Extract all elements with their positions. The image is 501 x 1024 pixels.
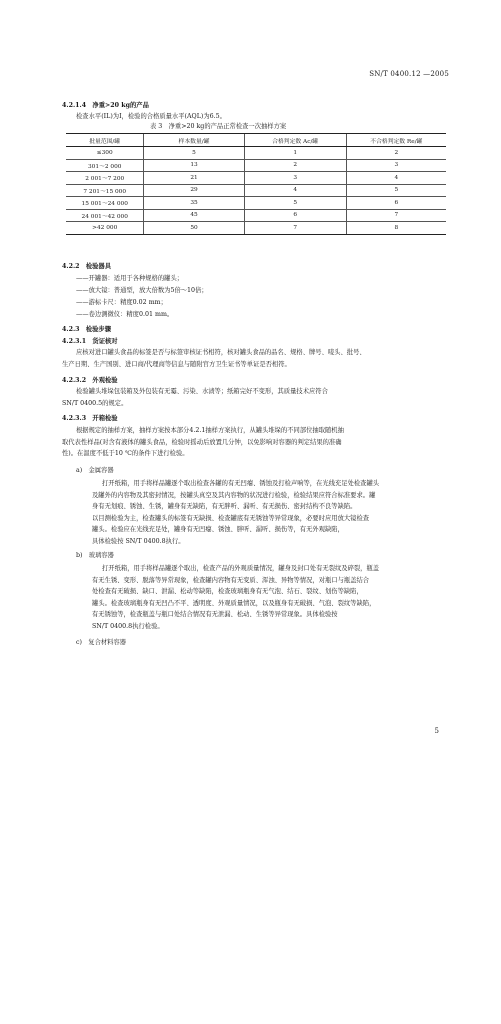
table-row [66, 209, 446, 222]
table-cell: 13 [144, 159, 244, 172]
section-423-title: 4.2.3 检验步骤 [62, 326, 112, 333]
section-4232-title: 4.2.3.2 外观检验 [62, 377, 118, 384]
paragraph-line: 打开纸箱，用手将样品罐逐个取出，检查产品的外观质量情况，罐身及封口处有无裂纹及碎裂，瓶盖 [102, 565, 380, 572]
paragraph-line: 处检查有无破损、缺口、泄漏、松动等缺陷，检查玻璃瓶身有无气泡、结石、裂纹、划伤等缺陷， [92, 588, 363, 595]
paragraph-line: 有无锈蚀等，检查瓶盖与瓶口处结合情况有无泄漏、松动、生锈等异常现象。具体检验按 [92, 611, 338, 618]
item-a-label: a) 金属容器 [76, 467, 114, 474]
table-header: 不合格判定数 Re/罐 [346, 134, 446, 147]
table-cell: 7 201～15 000 [66, 184, 144, 197]
table-cell: 2 [244, 159, 346, 172]
table-cell: 15 001～24 000 [66, 197, 144, 210]
paragraph-line: 及罐外的内容物及其密封情况，按罐头真空及其内容物的状况进行检验，检验结果应符合标准要求。罐 [92, 491, 376, 499]
table-header: 批量范围/罐 [66, 134, 144, 147]
section-4233-text [62, 425, 442, 460]
table-cell: 5 [346, 184, 446, 197]
list-item: ——游标卡尺：精度0.02 mm； [76, 299, 167, 306]
table-cell: 8 [346, 222, 446, 235]
section-4231-text [62, 347, 442, 370]
list-item: ——卷边测微仪：精度0.01 mm。 [76, 311, 174, 318]
page-number: 5 [434, 727, 439, 735]
paragraph-line: SN/T 0400.5的规定。 [62, 399, 128, 407]
table-cell: 45 [144, 209, 244, 222]
table-cell: 4 [244, 184, 346, 197]
table-cell: >42 000 [66, 222, 144, 235]
paragraph-line: 取代表性样品(对含有液体的罐头食品，检验时摇动后放置几分钟，以免影响对容器的判定结果的准确 [62, 438, 342, 446]
table-cell: 50 [144, 222, 244, 235]
list-item: ——放大镜：普通型，放大倍数为5倍～10倍； [76, 287, 208, 294]
paragraph-line: 性)。在温度不低于10 ℃的条件下进行检验。 [62, 450, 189, 457]
table-row [66, 197, 446, 210]
table-caption: 表 3 净重>20 kg的产品正常检查一次抽样方案 [150, 123, 287, 130]
paragraph-line: 打开纸箱，用手将样品罐逐个取出检查各罐的有无凹瘪、锈蚀及打检声响等，在光线充足处检查罐头 [102, 480, 380, 487]
table-cell: 6 [244, 209, 346, 222]
table-cell: 1 [244, 147, 346, 160]
table-cell: 301～2 000 [66, 159, 144, 172]
table-cell: ≤300 [66, 147, 144, 160]
table-row [66, 222, 446, 235]
paragraph-line: 以目测检验为主，检查罐头的标签有无缺损、检查罐底有无锈蚀等异常现象，必要时应用放大镜检查 [92, 514, 370, 522]
table-cell: 5 [144, 147, 244, 160]
table-cell: 6 [346, 197, 446, 210]
table-cell: 24 001～42 000 [66, 209, 144, 222]
table-cell: 4 [346, 172, 446, 185]
paragraph-line: 有无生锈、变形、脱落等异常现象，检查罐内容物有无变质、浑浊、异物等情况，对瓶口与瓶盖结合 [92, 576, 370, 584]
table-cell: 21 [144, 172, 244, 185]
paragraph-line: SN/T 0400.8执行检验。 [92, 622, 164, 630]
paragraph-line: 罐头。检查玻璃瓶身有无凹凸不平、透明度、外观质量情况，以及瓶身有无破损、气泡、裂纹等缺陷， [92, 599, 376, 607]
table-header: 样本数量/罐 [144, 134, 244, 147]
section-4231-title: 4.2.3.1 货证核对 [62, 338, 118, 345]
paragraph-line: 生产日期、生产国别、进口商/代理商等信息与随附官方卫生证书等单证是否相符。 [62, 360, 291, 368]
table-row [66, 184, 446, 197]
sampling-table [66, 133, 446, 235]
paragraph-line: 检验罐头堆垛包装箱及外包装有无霉、污染、水渍等；纸箱完好不变形，其质量技术应符合 [76, 388, 328, 395]
table-cell: 29 [144, 184, 244, 197]
table-cell: 3 [244, 172, 346, 185]
standard-code: SN/T 0400.12 —2005 [369, 70, 449, 78]
table-cell: 5 [244, 197, 346, 210]
section-4214-intro: 检查水平(IL)为Ⅰ，检验的合格质量水平(AQL)为6.5。 [76, 113, 226, 120]
table-row [66, 147, 446, 160]
paragraph-line: 应核对进口罐头食品的标签是否与标签审核证书相符，核对罐头食品的品名、规格、牌号、唛头、批号、 [76, 349, 366, 356]
table-cell: 3 [346, 159, 446, 172]
item-c-label: c) 复合材料容器 [76, 639, 127, 646]
paragraph-line: 身有无划痕、锈蚀、生锈，罐身有无缺陷，有无胖听、漏听、有无损伤、密封结构不良等缺陷。 [92, 503, 357, 510]
table-cell: 2 [346, 147, 446, 160]
list-item: ——开罐器：适用于各种规格的罐头； [76, 275, 184, 282]
table-row [66, 172, 446, 185]
paragraph-line: 罐头。检验应在光线充足处，罐身有无凹瘪、锈蚀、胖听、漏听、损伤等，有无外观缺陷， [92, 526, 344, 533]
table-header-row [66, 134, 446, 147]
table-row [66, 159, 446, 172]
item-b-label: b) 玻璃容器 [76, 552, 114, 559]
item-a-text [92, 478, 442, 547]
paragraph-line: 具体检验按 SN/T 0400.8执行。 [92, 537, 185, 545]
table-cell: 35 [144, 197, 244, 210]
paragraph-line: 根据规定的抽样方案，抽样方案按本部分4.2.1抽样方案执行，从罐头堆垛的不同部位抽取随机抽 [76, 427, 344, 434]
table-cell: 7 [346, 209, 446, 222]
table-cell: 7 [244, 222, 346, 235]
section-4232-text [62, 386, 442, 409]
section-422-title: 4.2.2 检验器具 [62, 263, 112, 270]
table-header: 合格判定数 Ac/罐 [244, 134, 346, 147]
table-cell: 2 001～7 200 [66, 172, 144, 185]
section-4233-title: 4.2.3.3 开箱检验 [62, 415, 118, 422]
section-4214-title: 4.2.1.4 净重>20 kg的产品 [62, 102, 149, 109]
item-b-text [92, 563, 442, 632]
